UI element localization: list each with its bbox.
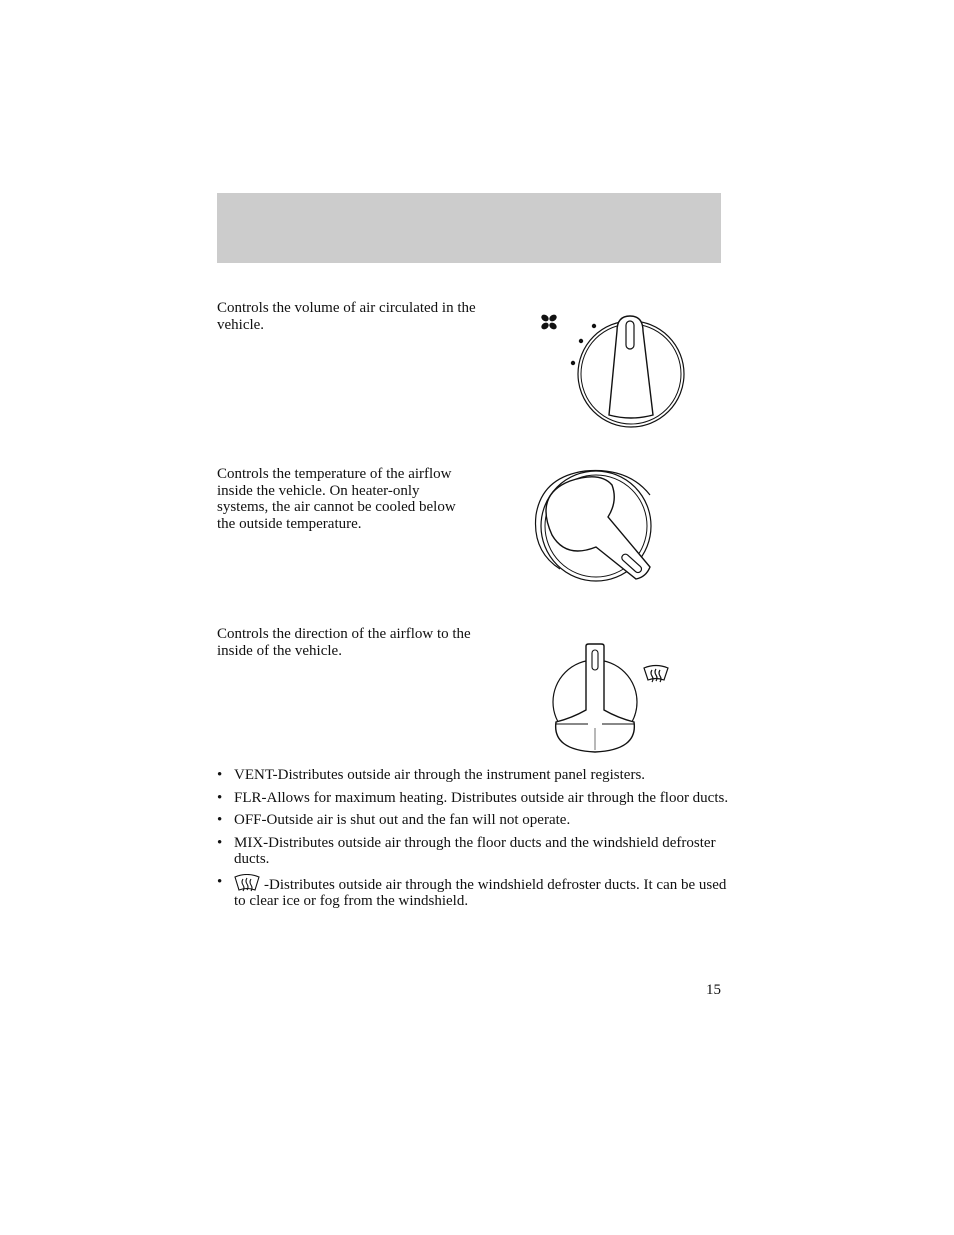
airflow-mode-list [217, 767, 737, 916]
list-item [217, 812, 737, 829]
section-header-band [217, 193, 721, 263]
airflow-direction-knob-illustration [548, 640, 673, 755]
fan-icon [540, 313, 558, 331]
bullet: • [217, 873, 223, 890]
list-item [217, 767, 737, 784]
bullet: • [217, 834, 223, 851]
fan-control-description: Controls the volume of air circulated in the vehicle. [217, 300, 476, 333]
defrost-icon [644, 666, 668, 683]
list-item [217, 835, 737, 868]
bullet: • [217, 789, 223, 806]
list-item-text: OFF-Outside air is shut out and the fan will not operate. [234, 812, 571, 828]
list-item-text: MIX-Distributes outside air through the floor ducts and the windshield defroster ducts. [234, 834, 716, 867]
list-item-text: -Distributes outside air through the windshield defroster ducts. It can be used to clear ice or fog from the windshield. [234, 876, 727, 909]
temperature-control-description: Controls the temperature of the airflow inside the vehicle. On heater-only systems, the air cannot be cooled below the outside temperature. [217, 466, 456, 532]
airflow-direction-description: Controls the direction of the airflow to the inside of the vehicle. [217, 626, 471, 659]
list-item-text: FLR-Allows for maximum heating. Distributes outside air through the floor ducts. [234, 789, 729, 806]
list-item [217, 874, 737, 910]
bullet: • [217, 767, 223, 783]
page-number: 15 [706, 982, 721, 998]
bullet: • [217, 812, 223, 828]
defrost-icon [234, 874, 260, 892]
temperature-knob-illustration [530, 465, 665, 585]
list-item-text: VENT-Distributes outside air through the instrument panel registers. [234, 767, 646, 783]
list-item [217, 790, 737, 807]
fan-speed-knob-illustration [530, 305, 690, 430]
